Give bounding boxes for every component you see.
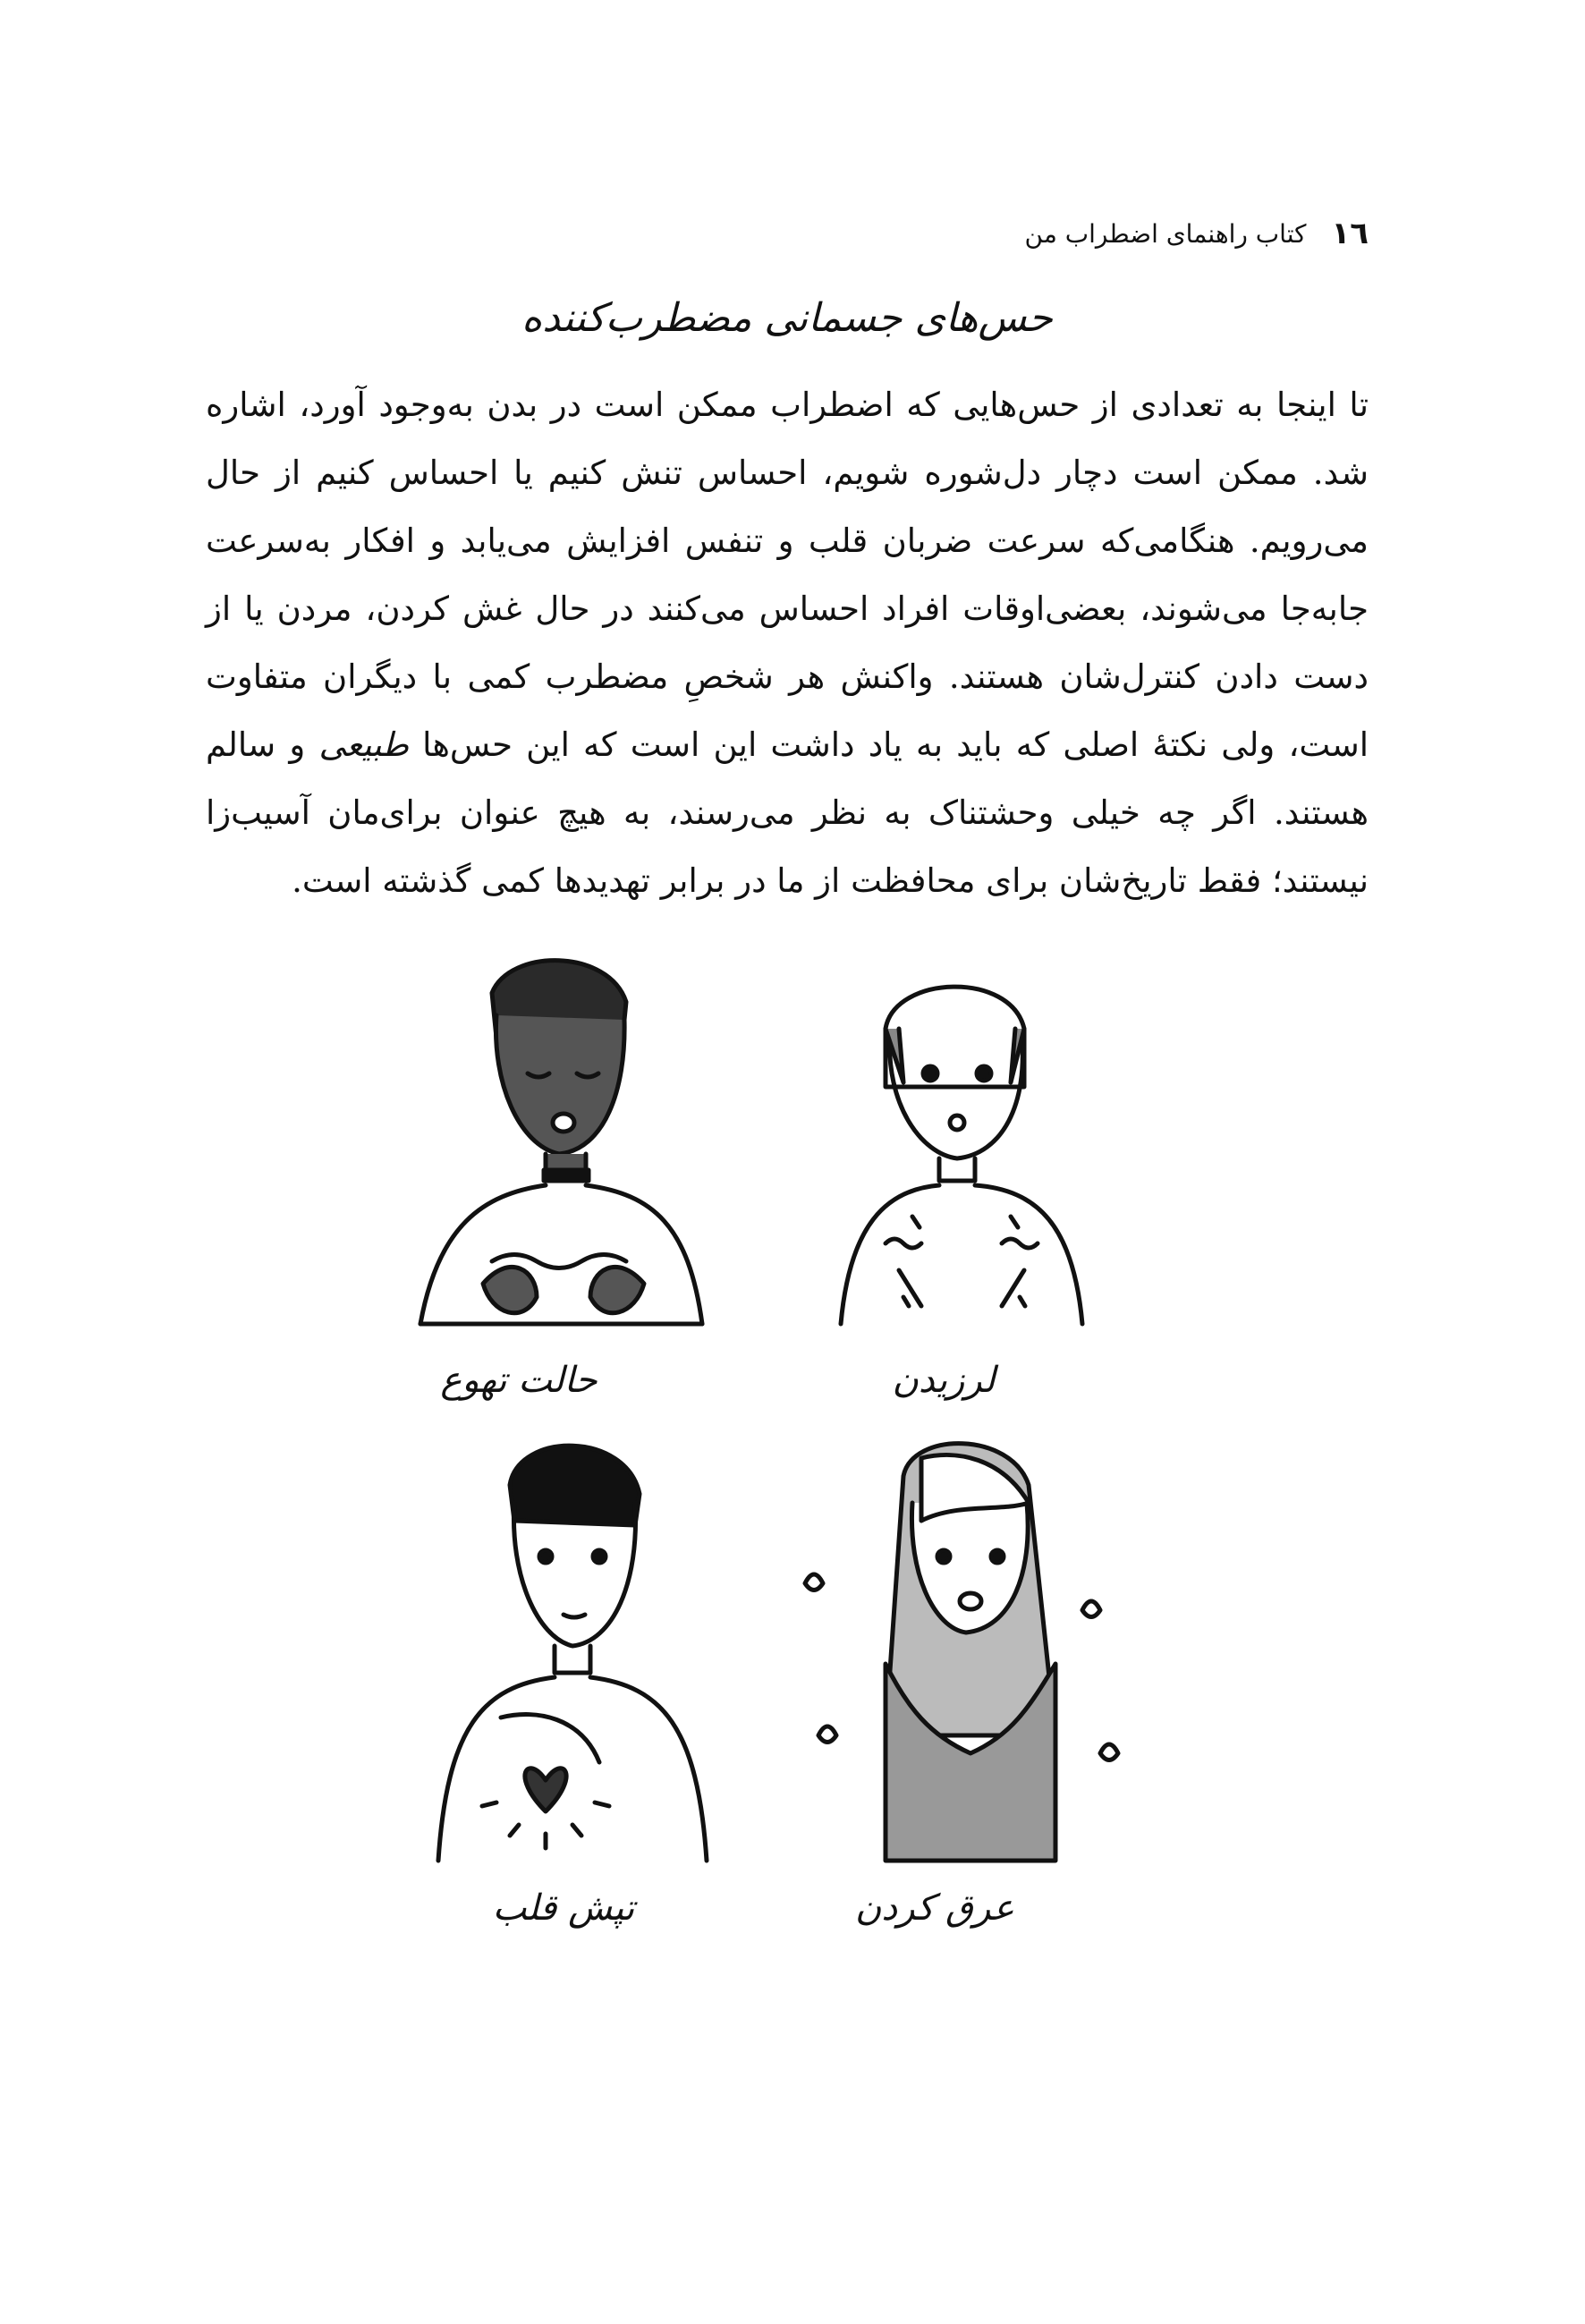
trembling-figure bbox=[841, 987, 1082, 1324]
page-number: ١٦ bbox=[1331, 216, 1369, 251]
caption-sweating: عرق کردن bbox=[855, 1887, 1014, 1929]
body-text-part1: تا اینجا به تعدادی از حس‌هایی که اضطراب ممکن است در بدن به‌وجود آورد، اشاره شد. ممکن است دچار دل‌شوره شویم، احساس تنش کنیم یا احساس کنیم از حال می‌رویم. هنگامی‌که سرعت ضربان قلب و تنفس افزایش می‌یابد و افکار به‌سرعت جابه‌جا می‌شوند، بعضی‌اوقات افراد احساس می‌کنند در حال غش کردن، مردن یا از دست دادن کنترل‌شان هستند. واکنش هر شخصِ مضطرب کمی با دیگران متفاوت است، ولی نکتهٔ اصلی که باید به یاد داشت این است که این حس‌ها bbox=[206, 386, 1369, 764]
caption-trembling: لرزیدن bbox=[892, 1360, 996, 1401]
section-title: حس‌های جسمانی مضطرب‌کننده bbox=[521, 295, 1053, 341]
nausea-figure bbox=[420, 961, 702, 1324]
caption-palpitations: تپش قلب bbox=[492, 1887, 635, 1929]
sweating-figure bbox=[805, 1444, 1118, 1861]
body-paragraph bbox=[206, 371, 1369, 915]
caption-nausea: حالت تهوع bbox=[440, 1360, 598, 1401]
body-emphasis: طبیعی bbox=[318, 725, 409, 764]
book-title: کتاب راهنمای اضطراب من bbox=[1024, 218, 1307, 249]
palpitations-figure bbox=[438, 1446, 707, 1861]
running-head bbox=[939, 211, 1369, 256]
illustrations bbox=[385, 930, 1190, 2004]
body-text-part2: و سالم هستند. اگر چه خیلی وحشتناک به نظر می‌رسند، به هیچ عنوان برای‌مان آسیب‌زا نیستند؛ فقط تاریخ‌شان برای محافظت از ما در برابر تهدیدها کمی گذشته است. bbox=[206, 725, 1369, 900]
